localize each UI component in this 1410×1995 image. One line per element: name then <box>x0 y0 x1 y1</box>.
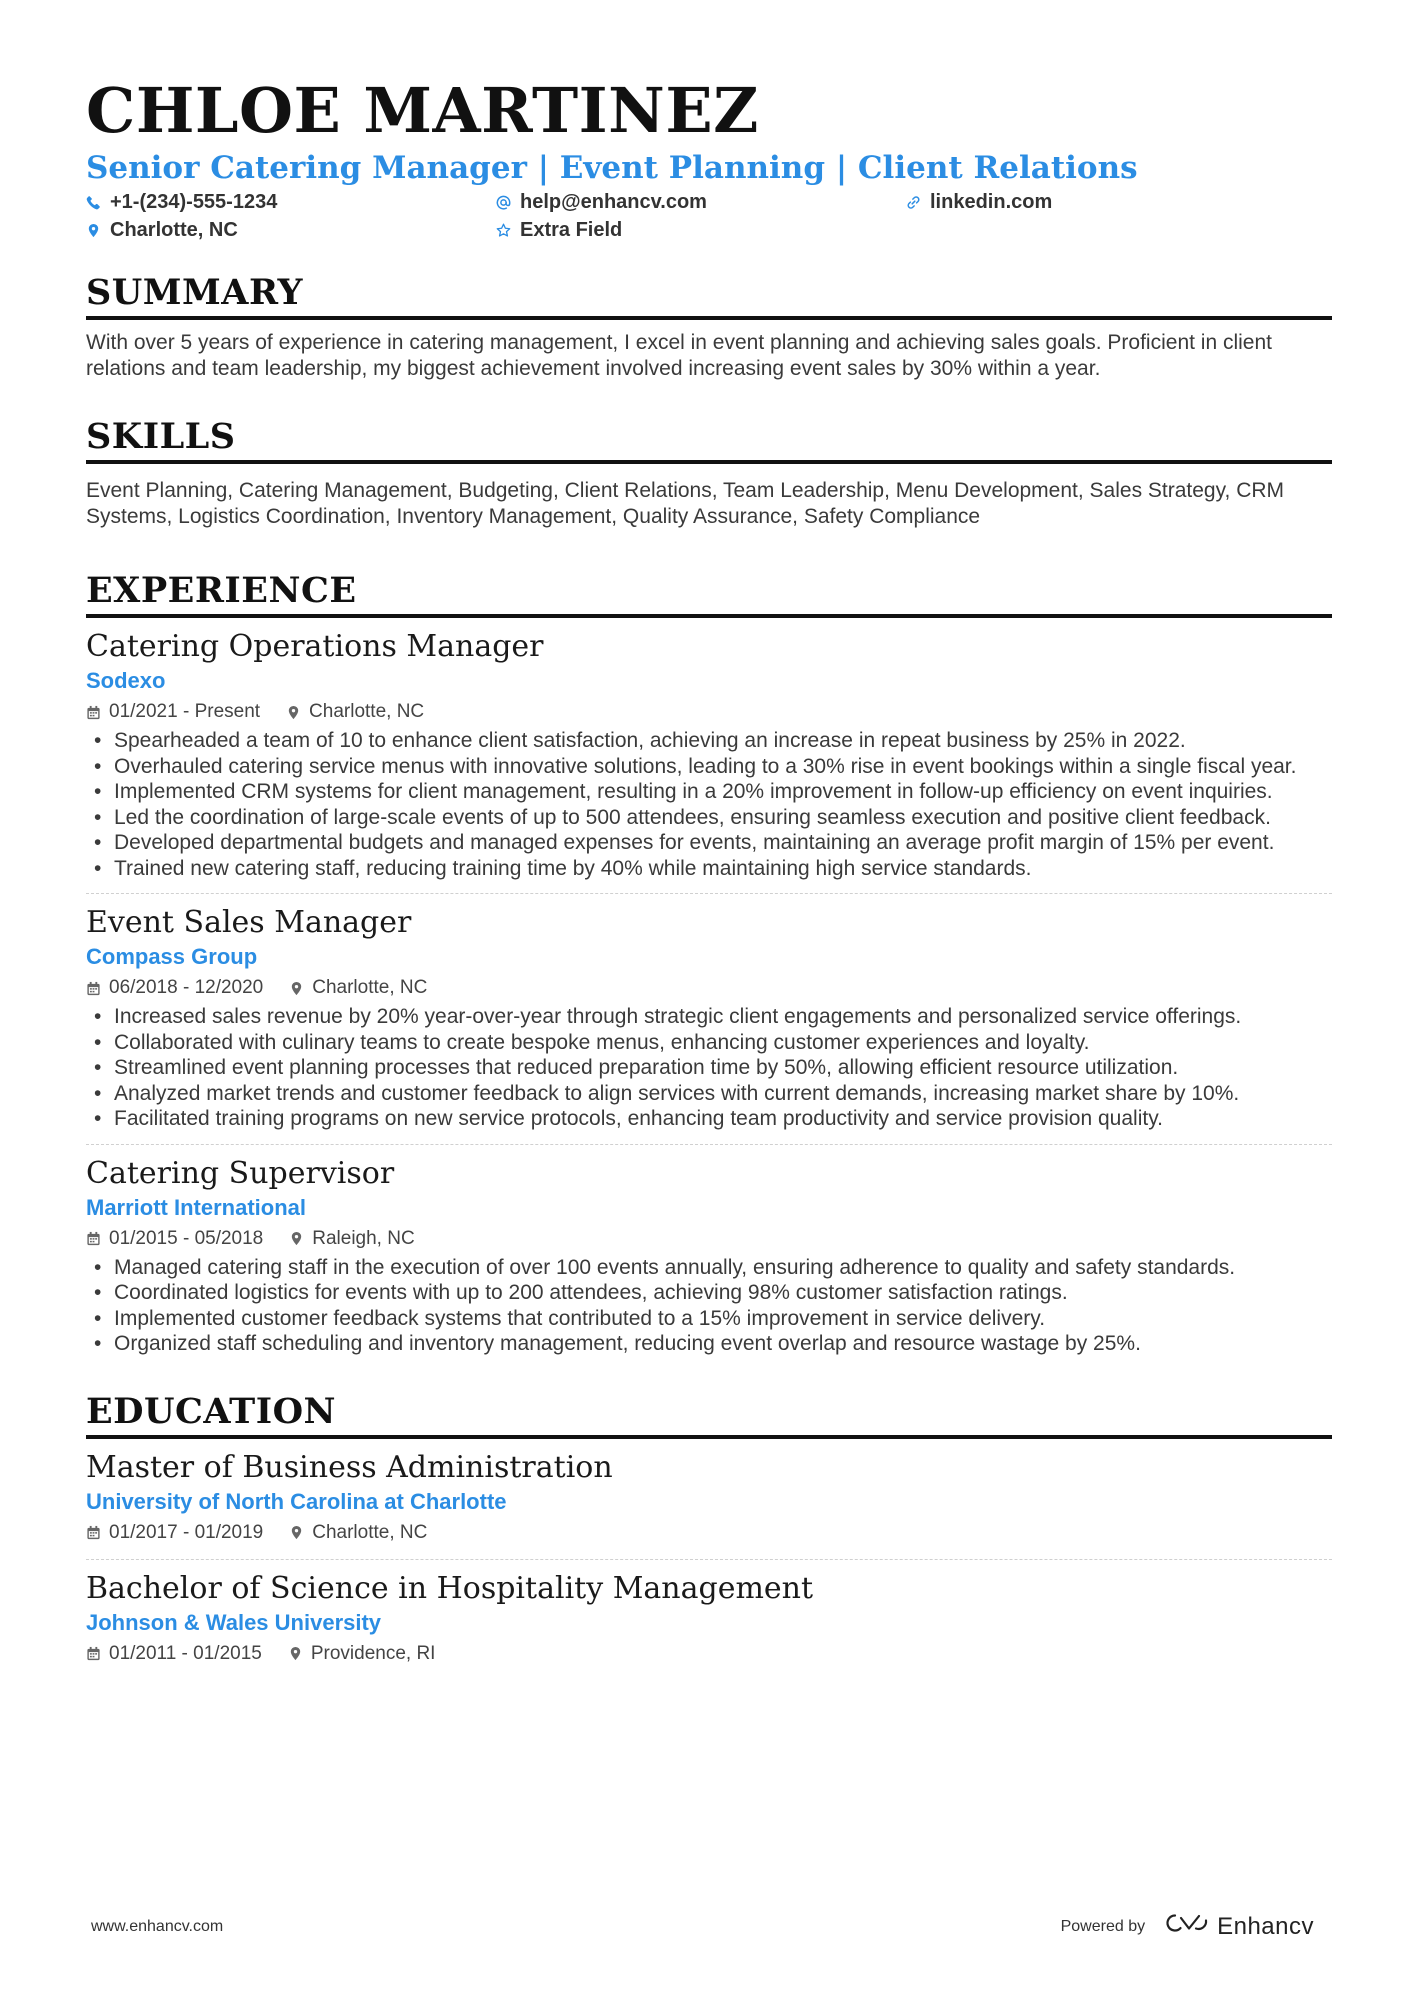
bullet-item: • Trained new catering staff, reducing training time by 40% while maintaining high service standards. <box>86 856 1332 882</box>
education-entry <box>86 1439 1332 1560</box>
email-text: help@enhancv.com <box>520 191 707 213</box>
job-bullets <box>86 1004 1332 1132</box>
contact-email[interactable] <box>496 190 906 214</box>
job-meta <box>86 698 1332 726</box>
powered-by <box>1061 1912 1314 1941</box>
brand-name: Enhancv <box>1217 1912 1314 1940</box>
school-name: University of North Carolina at Charlotte <box>86 1488 507 1514</box>
job-bullets <box>86 1255 1332 1357</box>
job-title: Event Sales Manager <box>86 905 412 940</box>
at-icon <box>496 195 520 210</box>
page-footer <box>91 1912 1314 1941</box>
bullet-item: • Coordinated logistics for events with up to 200 attendees, achieving 98% customer satisfaction ratings. <box>86 1280 1332 1306</box>
contact-linkedin[interactable] <box>906 190 1326 214</box>
job-dates: 06/2018 - 12/2020 <box>109 977 264 998</box>
job-location: Charlotte, NC <box>312 977 428 998</box>
education-dates: 01/2011 - 01/2015 <box>109 1642 262 1664</box>
job-meta <box>86 1225 1332 1253</box>
skills-title: SKILLS <box>86 416 1332 464</box>
resume-page <box>86 72 1332 1680</box>
star-icon <box>496 223 520 238</box>
bullet-item: • Implemented customer feedback systems that contributed to a 15% improvement in service delivery. <box>86 1306 1332 1332</box>
job-dates: 01/2015 - 05/2018 <box>109 1227 264 1249</box>
job-bullets <box>86 728 1332 881</box>
location-pin-icon <box>288 1646 303 1661</box>
bullet-item: • Led the coordination of large-scale events of up to 500 attendees, ensuring seamless execution and positive client feedback. <box>86 805 1332 831</box>
degree-title: Bachelor of Science in Hospitality Management <box>86 1570 814 1606</box>
bullet-item: • Increased sales revenue by 20% year-over-year through strategic client engagements and personalized service offerings. <box>86 1004 1332 1030</box>
bullet-item: • Streamlined event planning processes that reduced preparation time by 50%, allowing efficient resource utilization. <box>86 1055 1332 1081</box>
skills-text: Event Planning, Catering Management, Budgeting, Client Relations, Team Leadership, Menu Development, Sales Strategy, CRM Systems, Logistics Coordination, Inventory Management, Quality Assurance, Safety Compliance <box>86 479 1285 528</box>
school-name: Johnson & Wales University <box>86 1609 382 1635</box>
location-pin-icon <box>289 1231 304 1246</box>
company-name: Compass Group <box>86 944 258 969</box>
contact-info <box>86 190 1332 242</box>
calendar-icon <box>86 1231 101 1246</box>
company-name: Sodexo <box>86 668 166 693</box>
degree-title: Master of Business Administration <box>86 1449 613 1485</box>
footer-url[interactable]: www.enhancv.com <box>91 1917 224 1935</box>
calendar-icon <box>86 1646 101 1661</box>
job-title: Catering Supervisor <box>86 1155 395 1191</box>
bullet-item: • Developed departmental budgets and managed expenses for events, maintaining an average profit margin of 15% per event. <box>86 830 1332 856</box>
education-meta <box>86 1519 1332 1547</box>
location-pin-icon <box>289 981 304 996</box>
experience-title: EXPERIENCE <box>86 570 1332 618</box>
job-location: Charlotte, NC <box>309 701 425 722</box>
education-section <box>86 1391 1332 1680</box>
calendar-icon <box>86 705 101 720</box>
extra-text: Extra Field <box>520 219 623 241</box>
phone-text: +1-(234)-555-1234 <box>110 191 278 213</box>
job-title: Catering Operations Manager <box>86 629 544 664</box>
calendar-icon <box>86 1525 101 1540</box>
location-pin-icon <box>286 705 301 720</box>
education-location: Providence, RI <box>310 1642 436 1664</box>
location-pin-icon <box>289 1525 304 1540</box>
job-dates: 01/2021 - Present <box>109 701 261 722</box>
resume-header <box>86 72 1332 242</box>
candidate-headline: Senior Catering Manager | Event Planning | Client Relations <box>86 150 1138 186</box>
education-dates: 01/2017 - 01/2019 <box>109 1521 264 1543</box>
experience-entry <box>86 894 1332 1145</box>
powered-by-label: Powered by <box>1060 1917 1146 1935</box>
bullet-item: • Spearheaded a team of 10 to enhance client satisfaction, achieving an increase in repeat business by 25% in 2022. <box>86 728 1332 754</box>
experience-section <box>86 570 1332 1369</box>
summary-text: With over 5 years of experience in catering management, I excel in event planning and achieving sales goals. Proficient in client relations and team leadership, my biggest achievement involved increasing event sales by 30% within a year. <box>86 331 1272 380</box>
bullet-item: • Collaborated with culinary teams to create bespoke menus, enhancing customer experiences and loyalty. <box>86 1030 1332 1056</box>
linkedin-text: linkedin.com <box>930 191 1053 213</box>
candidate-name: CHLOE MARTINEZ <box>86 74 759 147</box>
phone-icon <box>86 195 110 210</box>
education-location: Charlotte, NC <box>312 1521 428 1543</box>
location-text: Charlotte, NC <box>110 219 238 241</box>
experience-entry <box>86 1145 1332 1369</box>
bullet-item: • Implemented CRM systems for client management, resulting in a 20% improvement in follow-up efficiency on event inquiries. <box>86 779 1332 805</box>
education-meta <box>86 1640 1332 1668</box>
bullet-item: • Analyzed market trends and customer feedback to align services with current demands, increasing market share by 10%. <box>86 1081 1332 1107</box>
calendar-icon <box>86 981 101 996</box>
enhancv-logo-icon <box>1163 1912 1209 1941</box>
experience-entry <box>86 618 1332 894</box>
link-icon <box>906 195 930 210</box>
contact-phone <box>86 190 496 214</box>
brand-logo[interactable] <box>1163 1912 1314 1941</box>
summary-title: SUMMARY <box>86 272 1332 320</box>
job-meta <box>86 974 1332 1002</box>
skills-section <box>86 416 1332 530</box>
education-title: EDUCATION <box>86 1391 1332 1439</box>
job-location: Raleigh, NC <box>312 1227 415 1249</box>
location-pin-icon <box>86 223 110 238</box>
bullet-item: • Facilitated training programs on new service protocols, enhancing team productivity and service provision quality. <box>86 1106 1332 1132</box>
bullet-item: • Overhauled catering service menus with innovative solutions, leading to a 30% rise in event bookings within a single fiscal year. <box>86 754 1332 780</box>
bullet-item: • Organized staff scheduling and inventory management, reducing event overlap and resource wastage by 25%. <box>86 1331 1332 1357</box>
education-entry <box>86 1560 1332 1680</box>
bullet-item: • Managed catering staff in the execution of over 100 events annually, ensuring adherence to quality and safety standards. <box>86 1255 1332 1281</box>
company-name: Marriott International <box>86 1194 307 1220</box>
summary-section <box>86 272 1332 382</box>
contact-location <box>86 218 496 242</box>
contact-extra <box>496 218 906 242</box>
